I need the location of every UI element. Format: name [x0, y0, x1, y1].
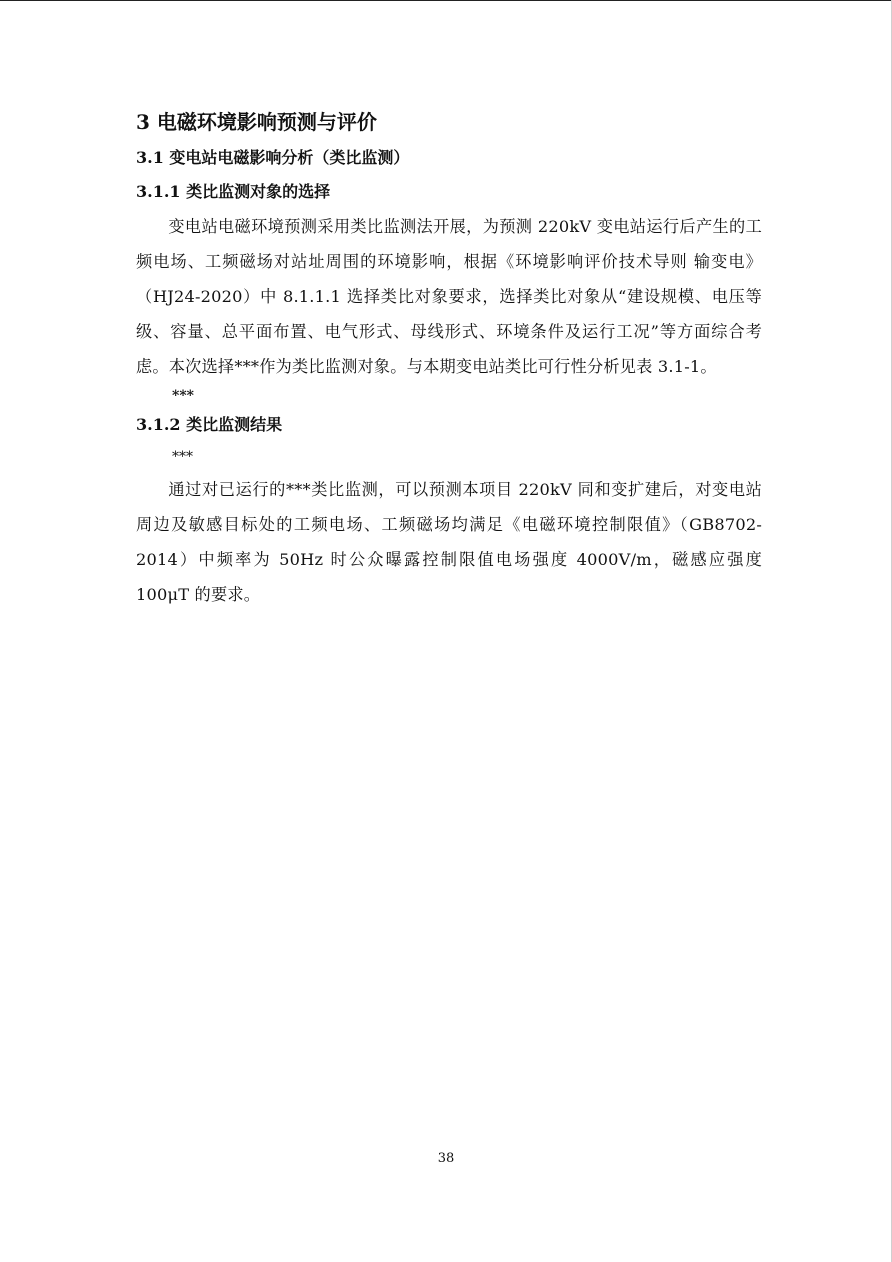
subsection-heading-monitoring-results: 3.1.2 类比监测结果 [136, 415, 283, 434]
redacted-placeholder-results: *** [172, 449, 193, 465]
paragraph-monitoring-conclusion: 通过对已运行的***类比监测，可以预测本项目 220kV 同和变扩建后，对变电站周边及敏感目标处的工频电场、工频磁场均满足《电磁环境控制限值》（GB8702-2014）中频率为 50Hz 时公众曝露控制限值电场强度 4000V/m，磁感应强度 100μT 的要求。 [136, 480, 762, 604]
subsection-heading-analog-object: 3.1.1 类比监测对象的选择 [136, 182, 331, 201]
paragraph-analog-object-selection: 变电站电磁环境预测采用类比监测法开展，为预测 220kV 变电站运行后产生的工频电场、工频磁场对站址周围的环境影响，根据《环境影响评价技术导则 输变电》（HJ24-2020）中 8.1.1.1 选择类比对象要求，选择类比对象从“建设规模、电压等级、容量、总平面布置、电气形式、母线形式、环境条件及运行工况”等方面综合考虑。本次选择***作为类比监测对象。与本期变电站类比可行性分析见表 3.1-1。 [136, 217, 762, 376]
page-top-border [0, 0, 892, 1]
chapter-heading: 3 电磁环境影响预测与评价 [136, 110, 377, 134]
page-number: 38 [437, 1151, 455, 1166]
document-body [136, 104, 762, 612]
section-heading: 3.1 变电站电磁影响分析（类比监测） [136, 148, 410, 167]
redacted-placeholder-table: *** [172, 388, 194, 404]
